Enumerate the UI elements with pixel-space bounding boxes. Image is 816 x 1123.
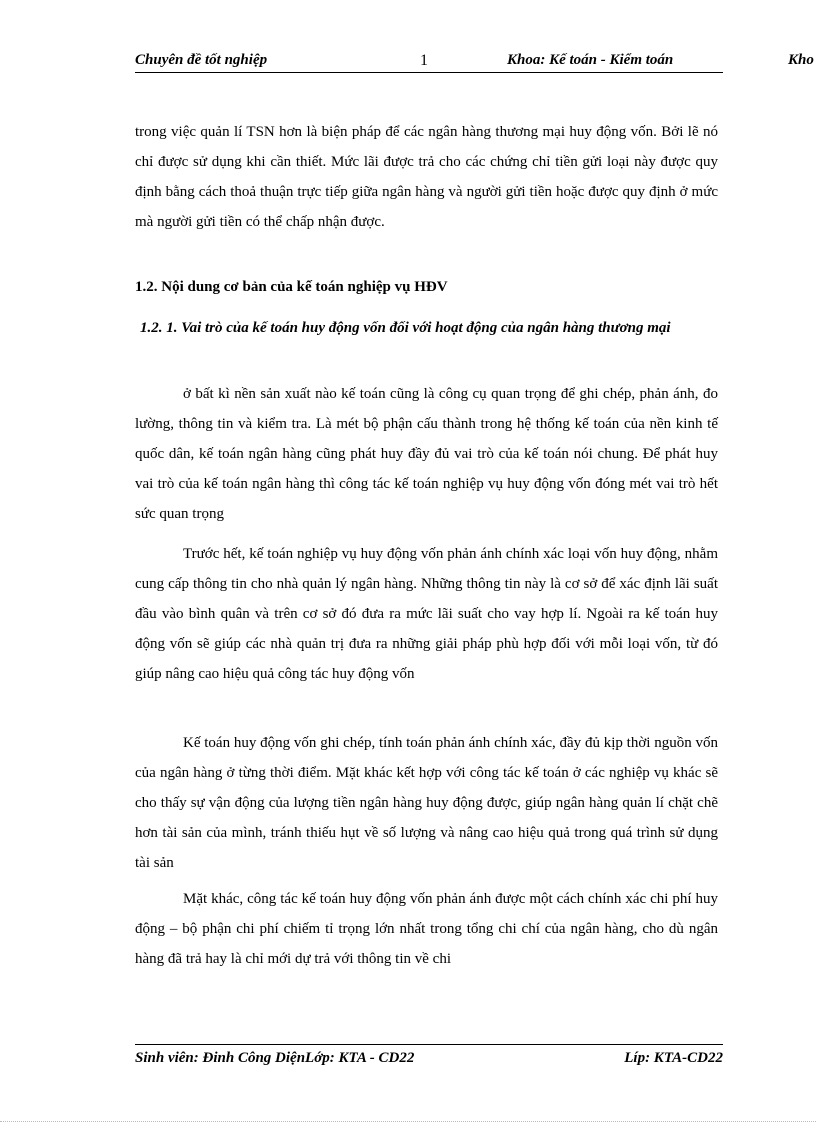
footer-student-info: Sinh viên: Đinh Công DiệnLớp: KTA - CD22	[135, 1050, 415, 1066]
paragraph-recording	[135, 728, 718, 878]
paragraph-text: ở bất kì nền sản xuất nào kế toán cũng là công cụ quan trọng để ghi chép, phản ánh, đo lường, thông tin và kiểm tra. Là mét bộ phận cấu thành trong hệ thống kế toán của nền kinh tế quốc dân, kế toán ngân hàng cũng phát huy đầy đủ vai trò của kế toán nói chung. Để phát huy vai trò của kế toán ngân hàng thì công tác kế toán nghiệp vụ huy động vốn đóng mét vai trò hết sức quan trọng	[135, 386, 718, 522]
paragraph-text: trong việc quản lí TSN hơn là biện pháp để các ngân hàng thương mại huy động vốn. Bởi lẽ nó chỉ được sử dụng khi cần thiết. Mức lãi được trả cho các chứng chỉ tiền gửi loại này được quy định bằng cách thoả thuận trực tiếp giữa ngân hàng và người gửi tiền hoặc được quy định ở mức mà người gửi tiền có thể chấp nhận được.	[135, 124, 718, 230]
paragraph-text: Kế toán huy động vốn ghi chép, tính toán phản ánh chính xác, đầy đủ kịp thời nguồn vốn của ngân hàng ở từng thời điểm. Mặt khác kết hợp với công tác kế toán ở các nghiệp vụ khác sẽ cho thấy sự vận động của lượng tiền ngân hàng huy động được, giúp ngân hàng quản lí chặt chẽ hơn tài sản của mình, tránh thiếu hụt về số lượng và nâng cao hiệu quả trong quá trình sử dụng tài sản	[135, 735, 718, 871]
header-thesis-title: Chuyên đề tốt nghiệp	[135, 52, 268, 68]
section-heading: 1.2. Nội dung cơ bản của kế toán nghiệp vụ HĐV	[135, 279, 448, 295]
paragraph-costs	[135, 884, 718, 974]
footer-class: Líp: KTA-CD22	[624, 1050, 723, 1066]
subsection-heading: 1.2. 1. Vai trò của kế toán huy động vốn đối với hoạt động của ngân hàng thương mại	[140, 320, 671, 336]
header-faculty: Khoa: Kế toán - Kiểm toán	[507, 52, 674, 68]
header-faculty-overflow: Kho	[788, 52, 814, 68]
paragraph-text: Trước hết, kế toán nghiệp vụ huy động vốn phản ánh chính xác loại vốn huy động, nhằm cung cấp thông tin cho nhà quản lý ngân hàng. Những thông tin này là cơ sở để xác định lãi suất đầu vào bình quân và trên cơ sở đó đưa ra mức lãi suất cho vay hợp lí. Ngoài ra kế toán huy động vốn sẽ giúp các nhà quản trị đưa ra những giải pháp phù hợp đối với mỗi loại vốn, từ đó giúp nâng cao hiệu quả công tác huy động vốn	[135, 546, 718, 682]
paragraph-text: Mặt khác, công tác kế toán huy động vốn phản ánh được một cách chính xác chi phí huy động – bộ phận chi phí chiếm tỉ trọng lớn nhất trong tổng chi chí của ngân hàng, cho dù ngân hàng đã trả hay là chỉ mới dự trả với thông tin về chi	[135, 891, 718, 967]
page-footer	[135, 1044, 723, 1071]
page-bottom-edge	[0, 1121, 816, 1122]
header-page-number: 1	[420, 52, 428, 69]
page-header	[135, 50, 814, 73]
paragraph-first-of-all	[135, 539, 718, 689]
paragraph-role-of-accounting	[135, 379, 718, 529]
paragraph-continuation	[135, 117, 718, 237]
